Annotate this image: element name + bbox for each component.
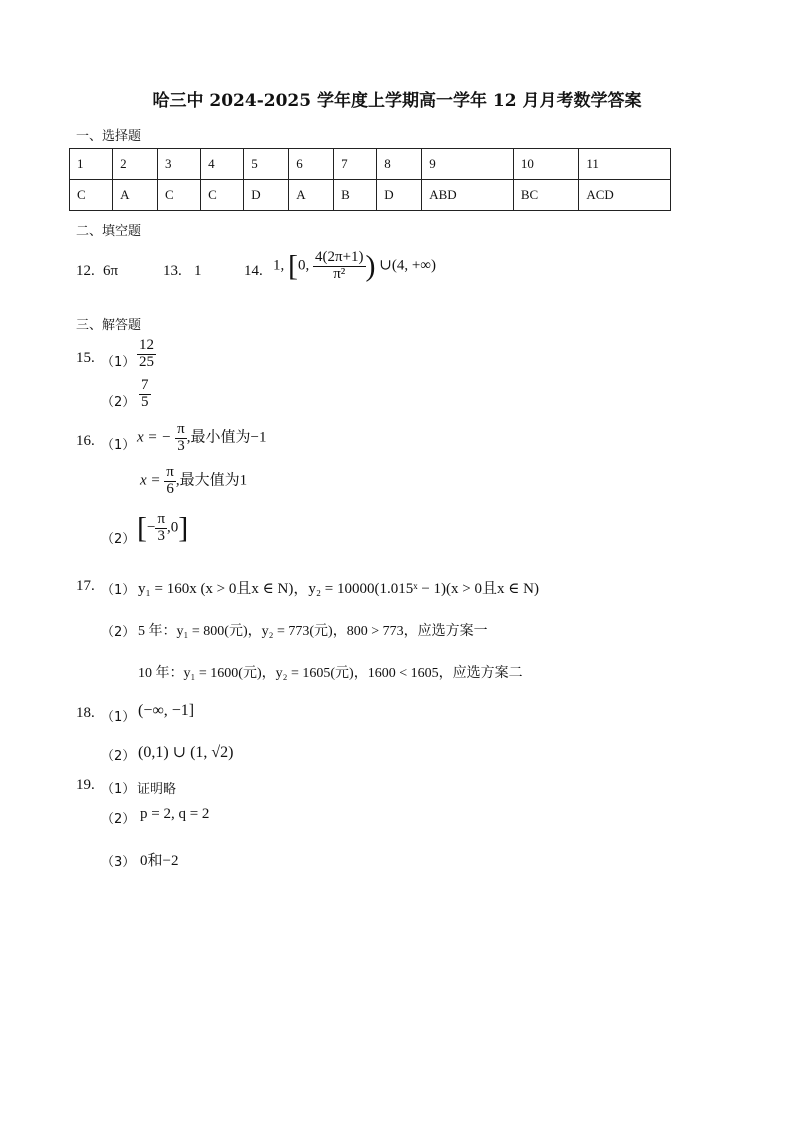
q15-part2-answer (139, 378, 151, 411)
question-number-row (70, 149, 671, 180)
q17-part1-answer: y₁ = 160x (x > 0且x ∈ N)，y₂ = 10000(1.015ˣ − 1)(x > 0且x ∈ N) (138, 581, 539, 597)
answer-cell: A (113, 180, 158, 211)
q16-right-bracket: ] (178, 511, 189, 545)
q19-part2-label: （2） (101, 812, 136, 827)
q16-left-bracket: [ (137, 511, 147, 545)
q14-right-paren: ) (365, 249, 376, 283)
q18-part2-label: （2） (101, 749, 136, 764)
q18-part2-answer: (0,1) ∪ (1, √2) (138, 744, 234, 761)
q15-part2-denominator: 5 (141, 393, 149, 410)
q16-l2-numerator: π (166, 464, 174, 480)
q16-l1-denominator: 3 (177, 437, 185, 454)
q16-part2-label: （2） (101, 532, 136, 547)
section-fill-heading: 二、填空题 (76, 224, 142, 239)
q16-label: 16. (76, 433, 95, 449)
q16-p2-numerator: π (157, 511, 166, 527)
section-solve-heading: 三、解答题 (76, 318, 142, 333)
q19-part3-answer: 0和−2 (140, 853, 179, 869)
q16-l2-denominator: 6 (166, 480, 174, 497)
q19-label: 19. (76, 777, 95, 793)
q12-label: 12. (76, 263, 95, 279)
choice-answer-table (69, 148, 671, 211)
q16-part1-line2 (140, 465, 247, 498)
q19-part3-label: （3） (101, 855, 136, 870)
q16-part2-answer: [− $\frac{\pi}{3}$ ,0] (137, 511, 189, 545)
q17-part1-label: （1） (101, 583, 136, 598)
question-number-cell: 5 (244, 149, 289, 180)
answer-cell: C (158, 180, 201, 211)
q13-label: 13. (163, 263, 182, 279)
q15-part2-numerator: 7 (141, 377, 149, 393)
q16-l2-prefix: x = (140, 472, 161, 489)
q14-answer: 1, [0, $\frac{4(2\pi+1)}{\text{π²}}$ ) ∪(4, +∞) (273, 249, 436, 283)
q17-part2-label: （2） (101, 625, 136, 640)
answer-cell: C (201, 180, 244, 211)
q17-part2-line1: 5 年：y₁ = 800(元)，y₂ = 773(元)，800 > 773，应选方案一 (138, 624, 488, 639)
q15-part1-label: （1） (101, 355, 136, 370)
q15-part1-numerator: 12 (139, 337, 154, 353)
q19-part1-answer: 证明略 (137, 782, 177, 797)
q18-part1-label: （1） (101, 710, 136, 725)
q16-part1-label: （1） (101, 438, 136, 453)
question-number-cell: 3 (158, 149, 201, 180)
q18-part1-answer: (−∞, −1] (138, 702, 195, 719)
q19-part2-answer: p = 2, q = 2 (140, 806, 210, 822)
q12-answer: 6π (103, 263, 119, 279)
answer-cell: ABD (422, 180, 514, 211)
q14-denominator: π² (333, 265, 346, 282)
q19-part1-label: （1） (101, 782, 136, 797)
q16-l1-suffix: ,最小值为−1 (186, 429, 267, 446)
question-number-cell: 11 (579, 149, 671, 180)
answer-cell: A (289, 180, 334, 211)
q16-part1-line1 (137, 422, 266, 455)
q16-p2-denominator: 3 (157, 527, 165, 544)
q15-part2-label: （2） (101, 395, 136, 410)
answer-cell: BC (513, 180, 579, 211)
answer-cell: ACD (579, 180, 671, 211)
q17-label: 17. (76, 578, 95, 594)
q14-left-bracket: [ (288, 249, 298, 283)
question-number-cell: 7 (334, 149, 377, 180)
answer-cell: C (70, 180, 113, 211)
q13-answer: 1 (194, 263, 202, 279)
q14-answer-suffix: ∪(4, +∞) (379, 257, 436, 274)
q16-l2-suffix: ,最大值为1 (175, 472, 248, 489)
question-number-cell: 6 (289, 149, 334, 180)
q17-part2-line2: 10 年：y₁ = 1600(元)，y₂ = 1605(元)，1600 < 1605，应选方案二 (138, 666, 523, 681)
question-number-cell: 8 (377, 149, 422, 180)
q15-label: 15. (76, 350, 95, 366)
q14-numerator: 4(2π+1) (315, 249, 364, 265)
q14-label: 14. (244, 263, 263, 279)
q16-l1-numerator: π (177, 421, 185, 437)
page-title: 哈三中 2024-2025 学年度上学期高一学年 12 月月考数学答案 (152, 91, 642, 111)
answer-row (70, 180, 671, 211)
q14-answer-prefix: 1, (273, 257, 285, 274)
q16-l1-prefix: x = − (137, 429, 172, 446)
question-number-cell: 1 (70, 149, 113, 180)
question-number-cell: 10 (513, 149, 579, 180)
question-number-cell: 4 (201, 149, 244, 180)
answer-cell: D (244, 180, 289, 211)
question-number-cell: 9 (422, 149, 514, 180)
q15-part1-denominator: 25 (139, 353, 154, 370)
q16-p2-suffix: ,0 (167, 519, 179, 536)
q15-part1-answer (137, 338, 156, 371)
question-number-cell: 2 (113, 149, 158, 180)
q14-fraction (313, 250, 366, 283)
answer-cell: B (334, 180, 377, 211)
section-choice-heading: 一、选择题 (76, 129, 142, 144)
answer-cell: D (377, 180, 422, 211)
q18-label: 18. (76, 705, 95, 721)
